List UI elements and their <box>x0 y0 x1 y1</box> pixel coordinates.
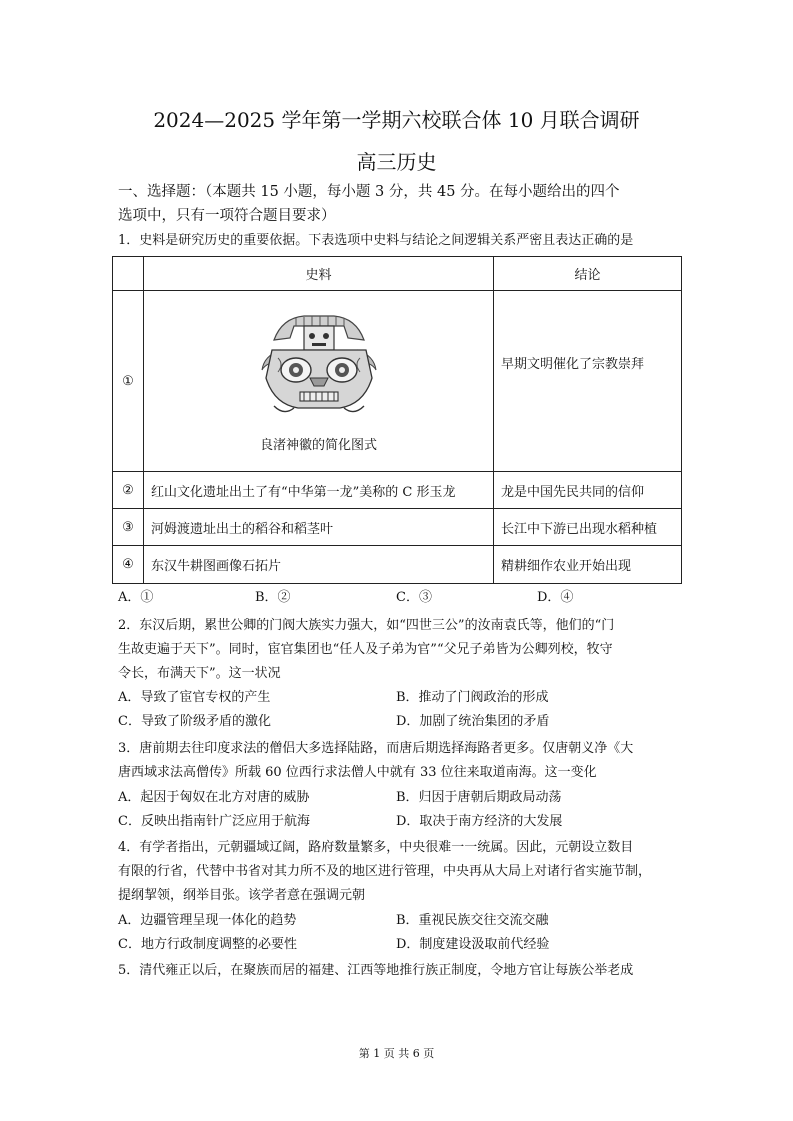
section-heading-line1: 一、选择题：（本题共 15 小题，每小题 3 分，共 45 分。在每小题给出的四个 <box>118 184 620 200</box>
source-cell: 红山文化遗址出土了有“中华第一龙”美称的 C 形玉龙 <box>144 472 494 509</box>
question-2-line3: 令长，布满天下”。这一状况 <box>118 666 281 681</box>
q2-option-b[interactable]: B．推动了门阀政治的形成 <box>396 690 549 705</box>
question-1-stem: 1．史料是研究历史的重要依据。下表选项中史料与结论之间逻辑关系严密且表达正确的是 <box>118 233 634 248</box>
question-4-line1: 4．有学者指出，元朝疆域辽阔，路府数量繁多，中央很难一一统属。因此，元朝设立数目 <box>118 840 634 855</box>
q1-option-d[interactable]: D．④ <box>537 590 574 605</box>
q4-option-a[interactable]: A．边疆管理呈现一体化的趋势 <box>118 913 297 928</box>
q4-option-d[interactable]: D．制度建设汲取前代经验 <box>396 937 550 952</box>
q4-option-b[interactable]: B．重视民族交往交流交融 <box>396 913 549 928</box>
conclusion-cell: 龙是中国先民共同的信仰 <box>494 472 682 509</box>
source-cell: 东汉牛耕图画像石拓片 <box>144 546 494 584</box>
question-2-line2: 生故吏遍于天下”。同时，宦官集团也“任人及子弟为官”“父兄子弟皆为公卿列校，牧守 <box>118 642 613 657</box>
question-3-line1: 3．唐前期去往印度求法的僧侣大多选择陆路，而唐后期选择海路者更多。仅唐朝义净《大 <box>118 741 634 756</box>
table-row <box>113 472 682 509</box>
q2-option-a[interactable]: A．导致了宦官专权的产生 <box>118 690 271 705</box>
row-number: ① <box>113 291 144 472</box>
row-number: ④ <box>113 546 144 584</box>
table-row <box>113 509 682 546</box>
section-heading-line2: 选项中，只有一项符合题目要求） <box>118 208 336 224</box>
conclusion-cell: 早期文明催化了宗教崇拜 <box>494 291 682 472</box>
q1-option-c[interactable]: C．③ <box>396 590 432 605</box>
question-3-line2: 唐西域求法高僧传》所载 60 位西行求法僧人中就有 33 位往来取道南海。这一变化 <box>118 765 597 780</box>
q1-option-a[interactable]: A．① <box>118 590 154 605</box>
exam-title: 2024—2025 学年第一学期六校联合体 10 月联合调研 <box>153 108 640 132</box>
conclusion-cell: 精耕细作农业开始出现 <box>494 546 682 584</box>
header-source: 史料 <box>144 257 494 291</box>
question-4-line3: 提纲挈领，纲举目张。该学者意在强调元朝 <box>118 888 366 903</box>
row-number: ② <box>113 472 144 509</box>
liangzhu-emblem-image <box>244 308 394 420</box>
source-table <box>112 256 682 584</box>
q2-option-c[interactable]: C．导致了阶级矛盾的激化 <box>118 714 271 729</box>
page-footer: 第 1 页 共 6 页 <box>358 1047 435 1060</box>
header-conclusion: 结论 <box>494 257 682 291</box>
question-2-line1: 2．东汉后期，累世公卿的门阀大族实力强大，如“四世三公”的汝南袁氏等，他们的“门 <box>118 618 615 633</box>
table-corner-cell <box>113 257 144 291</box>
q4-option-c[interactable]: C．地方行政制度调整的必要性 <box>118 937 297 952</box>
question-4-line2: 有限的行省，代替中书省对其力所不及的地区进行管理，中央再从大局上对诸行省实施节制， <box>118 864 652 879</box>
source-cell: 河姆渡遗址出土的稻谷和稻茎叶 <box>144 509 494 546</box>
q2-option-d[interactable]: D．加剧了统治集团的矛盾 <box>396 714 550 729</box>
table-row <box>113 546 682 584</box>
conclusion-cell: 长江中下游已出现水稻种植 <box>494 509 682 546</box>
q3-option-b[interactable]: B．归因于唐朝后期政局动荡 <box>396 790 562 805</box>
table-row <box>113 291 682 472</box>
q3-option-a[interactable]: A．起因于匈奴在北方对唐的威胁 <box>118 790 310 805</box>
exam-subtitle: 高三历史 <box>356 150 437 174</box>
table-header-row <box>113 257 682 291</box>
source-image-cell <box>144 291 494 472</box>
q1-option-b[interactable]: B．② <box>255 590 291 605</box>
row-number: ③ <box>113 509 144 546</box>
image-caption: 良渚神徽的简化图式 <box>259 437 377 453</box>
question-5-line1: 5．清代雍正以后，在聚族而居的福建、江西等地推行族正制度，令地方官让每族公举老成 <box>118 963 634 978</box>
q3-option-d[interactable]: D．取决于南方经济的大发展 <box>396 814 563 829</box>
q3-option-c[interactable]: C．反映出指南针广泛应用于航海 <box>118 814 310 829</box>
